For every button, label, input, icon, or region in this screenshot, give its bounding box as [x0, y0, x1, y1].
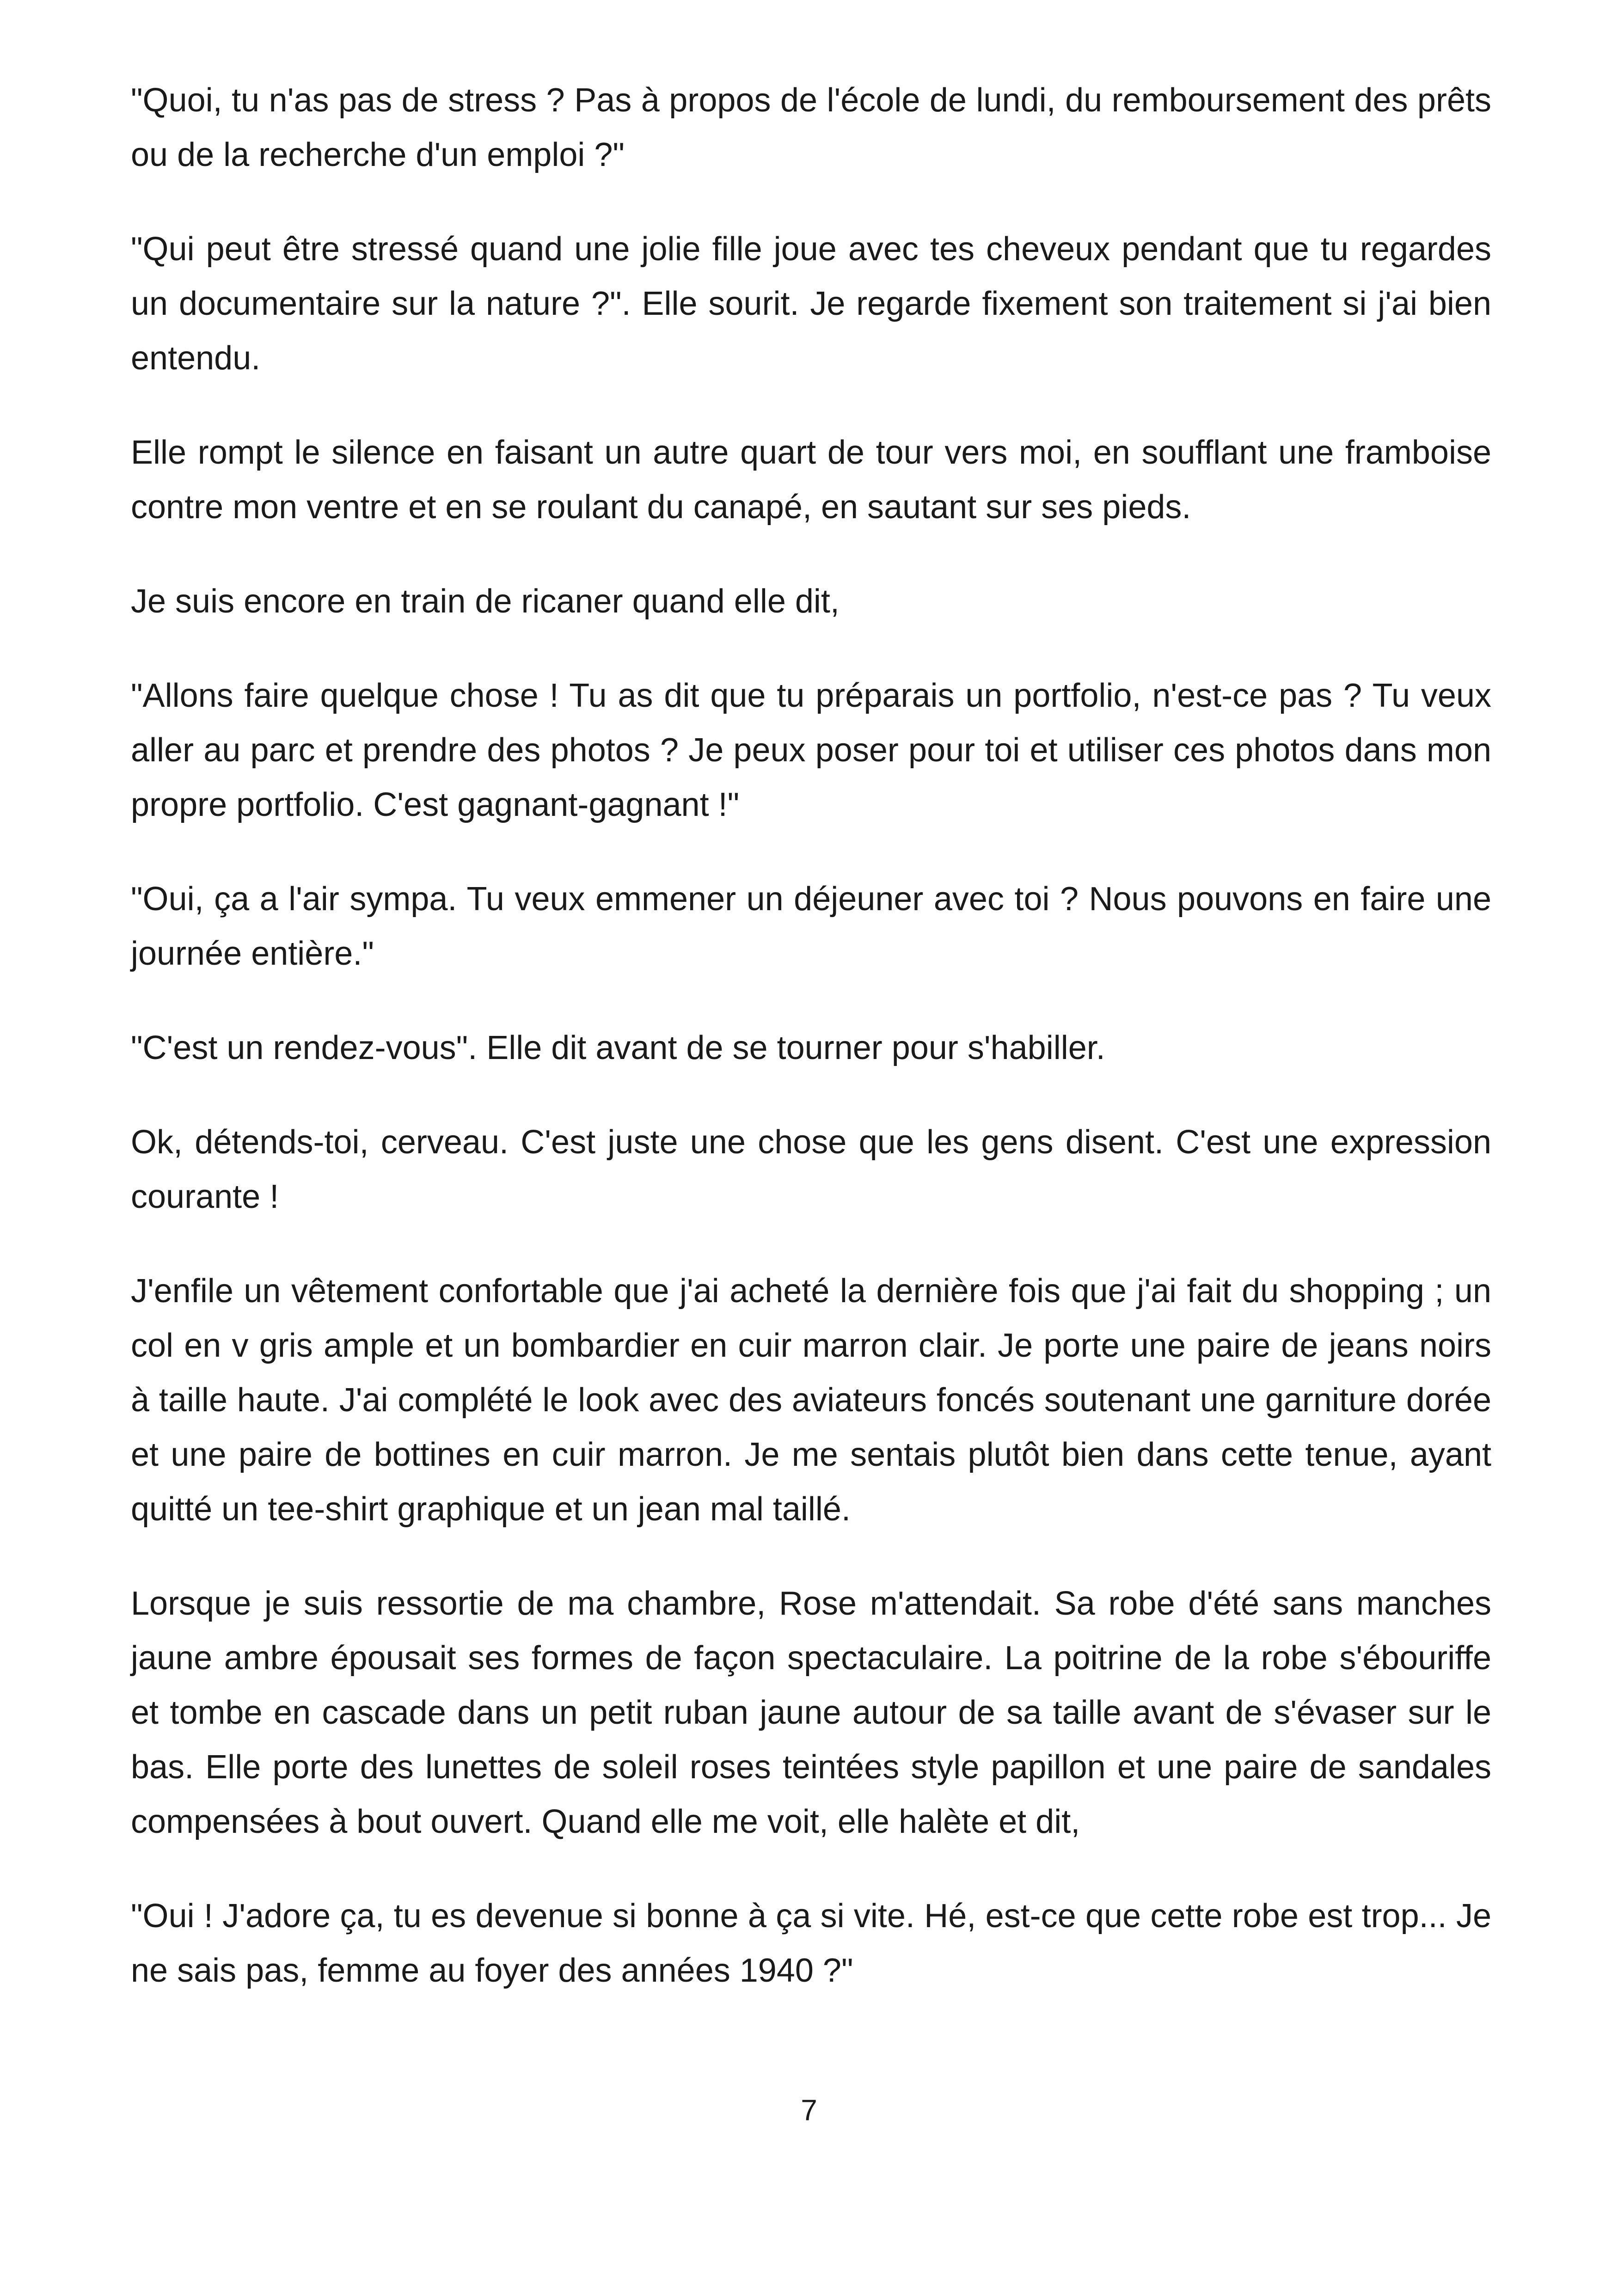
page-number: 7 [801, 2094, 817, 2127]
paragraph-11: "Oui ! J'adore ça, tu es devenue si bonne à ça si vite. Hé, est-ce que cette robe est trop... Je ne sais pas, femme au foyer des années 1940 ?" [131, 1898, 1491, 1989]
paragraph-6: "Oui, ça a l'air sympa. Tu veux emmener un déjeuner avec toi ? Nous pouvons en faire une journée entière." [131, 881, 1491, 972]
paragraph-8: Ok, détends-toi, cerveau. C'est juste une chose que les gens disent. C'est une expression courante ! [131, 1124, 1491, 1215]
paragraph-1: "Quoi, tu n'as pas de stress ? Pas à propos de l'école de lundi, du remboursement des prêts ou de la recherche d'un emploi ?" [131, 82, 1491, 173]
paragraph-5: "Allons faire quelque chose ! Tu as dit que tu préparais un portfolio, n'est-ce pas ? Tu veux aller au parc et prendre des photos ? Je peux poser pour toi et utiliser ces photos dans mon propre portfolio. C'est gagnant-gagnant !" [131, 677, 1491, 823]
paragraph-10: Lorsque je suis ressortie de ma chambre, Rose m'attendait. Sa robe d'été sans manches jaune ambre épousait ses formes de façon spectaculaire. La poitrine de la robe s'ébouriffe et tombe en cascade dans un petit ruban jaune autour de sa taille avant de s'évaser sur le bas. Elle porte des lunettes de soleil roses teintées style papillon et une paire de sandales compensées à bout ouvert. Quand elle me voit, elle halète et dit, [131, 1585, 1491, 1840]
body-text [131, 73, 1491, 2038]
paragraph-7: "C'est un rendez-vous". Elle dit avant de se tourner pour s'habiller. [131, 1029, 1105, 1066]
paragraph-4: Je suis encore en train de ricaner quand elle dit, [131, 583, 840, 620]
paragraph-3: Elle rompt le silence en faisant un autre quart de tour vers moi, en soufflant une framboise contre mon ventre et en se roulant du canapé, en sautant sur ses pieds. [131, 434, 1491, 526]
paragraph-2: "Qui peut être stressé quand une jolie fille joue avec tes cheveux pendant que tu regardes un documentaire sur la nature ?". Elle sourit. Je regarde fixement son traitement si j'ai bien entendu. [131, 231, 1491, 377]
paragraph-9: J'enfile un vêtement confortable que j'ai acheté la dernière fois que j'ai fait du shopping ; un col en v gris ample et un bombardier en cuir marron clair. Je porte une paire de jeans noirs à taille haute. J'ai complété le look avec des aviateurs foncés soutenant une garniture dorée et une paire de bottines en cuir marron. Je me sentais plutôt bien dans cette tenue, ayant quitté un tee-shirt graphique et un jean mal taillé. [131, 1273, 1491, 1528]
